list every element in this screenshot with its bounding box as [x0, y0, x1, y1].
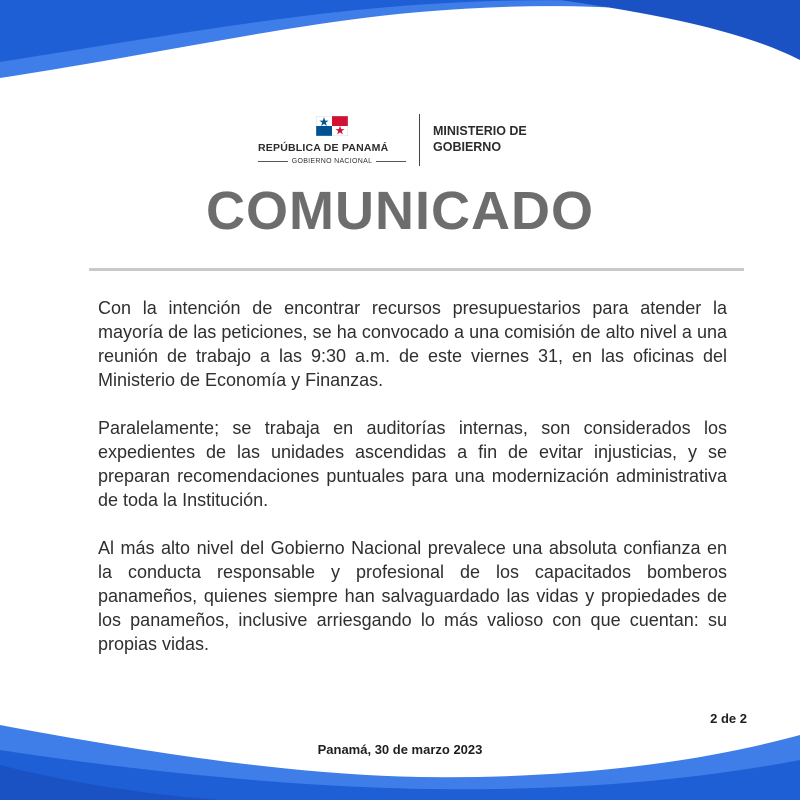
page-indicator: 2 de 2 — [710, 711, 747, 726]
panama-flag-icon — [316, 116, 348, 136]
communique-body — [98, 296, 727, 680]
paragraph-1: Con la intención de encontrar recursos presupuestarios para atender la mayoría de las peticiones, se ha convocado a una comisión de alto nivel a una reunión de trabajo a las 9:30 a.m. de este viernes 31, en las oficinas del Ministerio de Economía y Finanzas. — [98, 298, 727, 390]
country-name: REPÚBLICA DE PANAMÁ — [258, 142, 389, 154]
header-divider — [419, 114, 420, 166]
bottom-wave-decoration — [0, 705, 800, 800]
government-label-row — [258, 156, 406, 166]
ministry-name — [433, 123, 573, 155]
government-label: GOBIERNO NACIONAL — [291, 157, 373, 165]
title-divider — [89, 268, 744, 271]
paragraph-3: Al más alto nivel del Gobierno Nacional prevalece una absoluta confianza en la conducta responsable y profesional de los capacitados bomberos panameños, quienes siempre han salvaguardado las vidas y propiedades de los panameños, inclusive arriesgando lo más valioso con que cuentan: su propias vidas. — [98, 538, 727, 654]
top-wave-decoration — [0, 0, 800, 90]
page-title: COMUNICADO — [206, 181, 594, 241]
left-rule — [258, 161, 288, 162]
right-rule — [376, 161, 406, 162]
ministry-line-1: MINISTERIO DE — [433, 124, 527, 138]
government-header — [0, 112, 800, 172]
ministry-line-2: GOBIERNO — [433, 140, 502, 154]
place-date: Panamá, 30 de marzo 2023 — [317, 742, 483, 757]
paragraph-2: Paralelamente; se trabaja en auditorías internas, son considerados los expedientes de las unidades ascendidas a fin de evitar injusticias, y se preparan recomendaciones puntuales para una modernización administrativa de toda la Institución. — [98, 418, 727, 510]
